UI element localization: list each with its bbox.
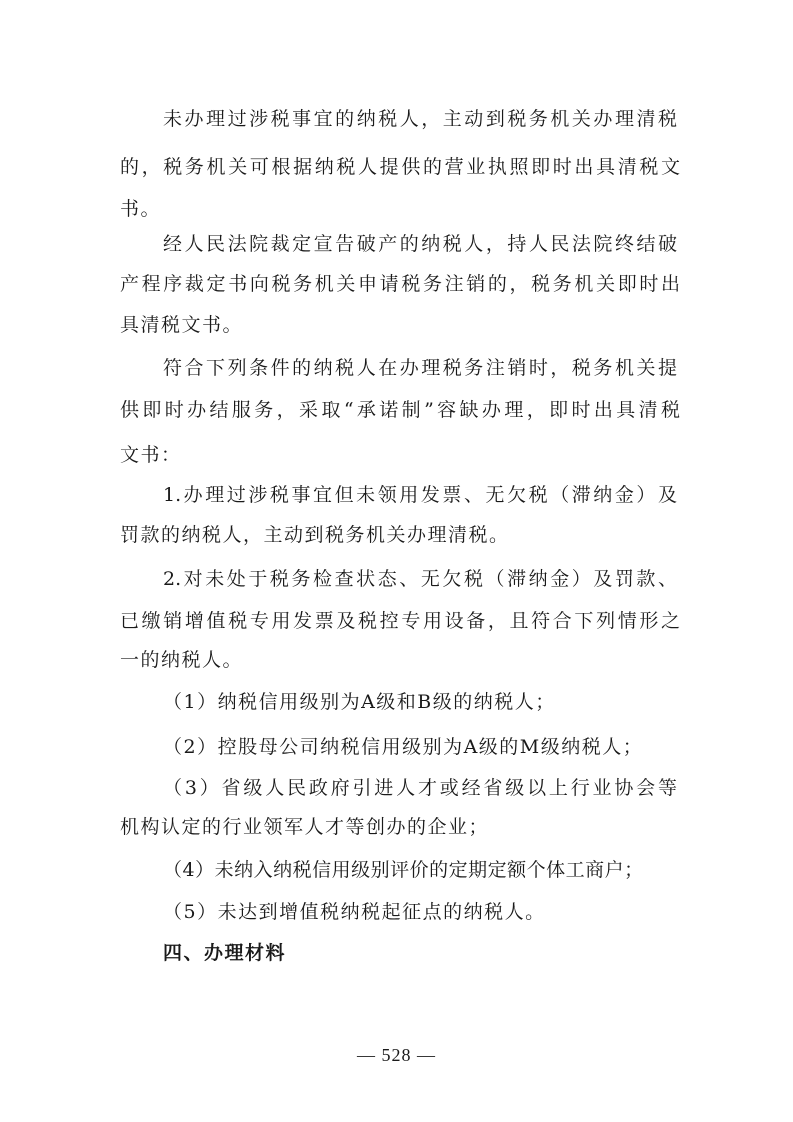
paragraph-2-line-3: 具清税文书。 xyxy=(120,314,244,336)
sub-item-5: （5）未达到增值税纳税起征点的纳税人。 xyxy=(163,901,546,923)
item-2-line-1: 2.对未处于税务检查状态、无欠税（滞纳金）及罚款、 xyxy=(163,568,677,590)
sub-item-3-line-1: （3）省级人民政府引进人才或经省级以上行业协会等 xyxy=(163,777,677,799)
page-number: — 528 — xyxy=(357,1045,436,1065)
sub-item-2: （2）控股母公司纳税信用级别为A级的M级纳税人； xyxy=(163,736,644,758)
paragraph-2-line-1: 经人民法院裁定宣告破产的纳税人，持人民法院终结破 xyxy=(163,233,677,255)
item-1-line-2: 罚款的纳税人，主动到税务机关办理清税。 xyxy=(120,524,510,546)
paragraph-1-line-1: 未办理过涉税事宜的纳税人，主动到税务机关办理清税 xyxy=(163,108,677,130)
item-2-line-2: 已缴销增值税专用发票及税控专用设备，且符合下列情形之 xyxy=(120,610,680,632)
paragraph-3-line-3: 文书： xyxy=(120,444,182,466)
paragraph-1-line-3: 书。 xyxy=(120,198,162,220)
paragraph-3-line-1: 符合下列条件的纳税人在办理税务注销时，税务机关提 xyxy=(163,357,677,379)
paragraph-2-line-2: 产程序裁定书向税务机关申请税务注销的，税务机关即时出 xyxy=(120,273,680,295)
sub-item-3-line-2: 机构认定的行业领军人才等创办的企业； xyxy=(120,816,490,838)
section-heading: 四、办理材料 xyxy=(163,942,287,964)
paragraph-1-line-2: 的，税务机关可根据纳税人提供的营业执照即时出具清税文 xyxy=(120,156,680,178)
item-1-line-1: 1.办理过涉税事宜但未领用发票、无欠税（滞纳金）及 xyxy=(163,484,677,506)
paragraph-3-line-2: 供即时办结服务，采取“承诺制”容缺办理，即时出具清税 xyxy=(120,399,680,421)
sub-item-1: （1）纳税信用级别为A级和B级的纳税人； xyxy=(163,691,556,713)
item-2-line-3: 一的纳税人。 xyxy=(120,649,244,671)
sub-item-4: （4）未纳入纳税信用级别评价的定期定额个体工商户； xyxy=(163,859,644,881)
